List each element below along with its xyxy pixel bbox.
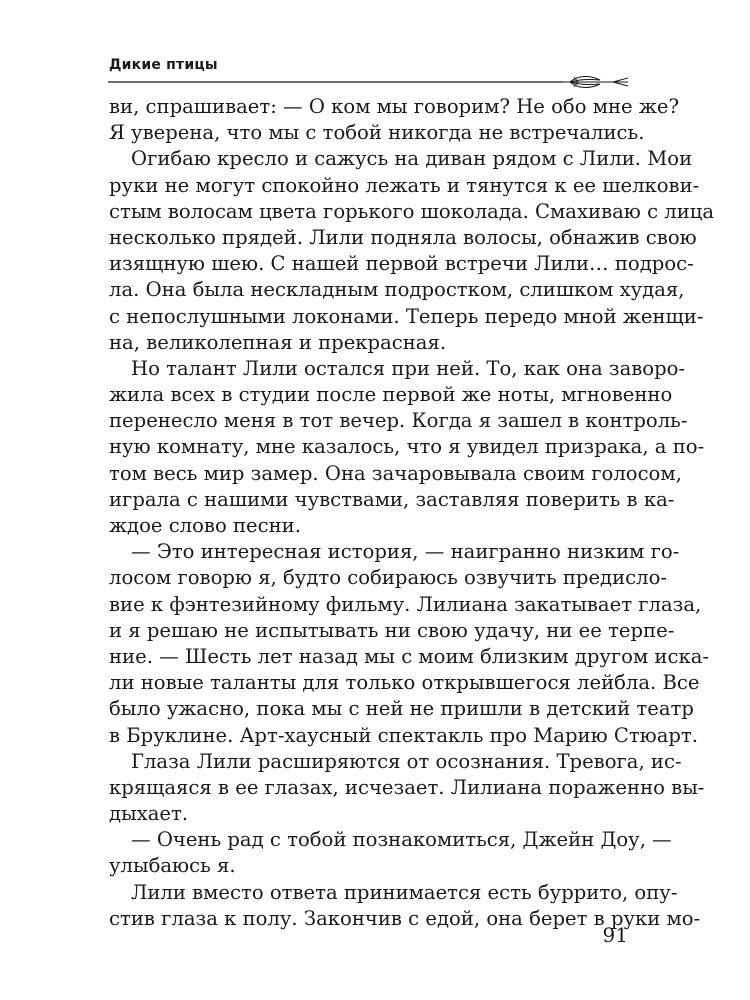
text-line: ви, спрашивает: — О ком мы говорим? Не обо мне же?: [109, 95, 679, 118]
text-line: и я решаю не испытывать ни свою удачу, ни ее терпе-: [109, 618, 675, 642]
text-line: ную комнату, мне казалось, что я увидел призрака, а по-: [109, 435, 705, 459]
text-line: крящаяся в ее глазах, исчезает. Лилиана пораженно вы-: [109, 775, 705, 799]
header-rule: [108, 74, 628, 90]
text-line: Глаза Лили расширяются от осознания. Тревога, ис-: [131, 749, 682, 773]
text-line: Лили вместо ответа принимается есть буррито, опу-: [131, 880, 678, 904]
text-line: Огибаю кресло и сажусь на диван рядом с Лили. Мои: [131, 147, 693, 171]
text-line: стив глаза к полу. Закончив с едой, она берет в руки мо-: [109, 906, 701, 930]
text-line: — Это интересная история, — наигранно низким го-: [131, 540, 680, 564]
text-line: ние. — Шесть лет назад мы с моим близким другом иска-: [109, 644, 710, 668]
text-line: — Очень рад с тобой познакомиться, Джейн Доу, —: [131, 828, 672, 852]
text-line: несколько прядей. Лили подняла волосы, обнажив свою: [109, 225, 697, 249]
text-line: улыбаюсь я.: [109, 854, 236, 878]
text-line: на, великолепная и прекрасная.: [109, 330, 447, 354]
text-line: Но талант Лили остался при ней. То, как она заворо-: [131, 356, 686, 380]
text-line: том весь мир замер. Она зачаровывала своим голосом,: [109, 461, 682, 485]
text-line: вие к фэнтезийному фильму. Лилиана закатывает глаза,: [109, 592, 702, 616]
text-line: руки не могут спокойно лежать и тянутся к ее шелкови-: [109, 173, 700, 197]
text-line: ждое слово песни.: [109, 514, 301, 537]
feather-pen-icon: [563, 76, 628, 87]
page-number: 91: [602, 923, 628, 947]
text-line: перенесло меня в тот вечер. Когда я зашел в контроль-: [109, 409, 688, 433]
running-title: Дикие птицы: [109, 57, 218, 73]
text-line: ли новые таланты для только открывшегося лейбла. Все: [109, 671, 700, 695]
text-line: изящную шею. С нашей первой встречи Лили… подрос-: [109, 252, 694, 276]
text-line: лосом говорю я, будто собираюсь озвучить предисло-: [109, 566, 668, 590]
text-line: играла с нашими чувствами, заставляя поверить в ка-: [109, 487, 675, 511]
text-line: было ужасно, пока мы с ней не пришли в детский театр: [109, 697, 694, 721]
text-line: с непослушными локонами. Теперь передо мной женщи-: [109, 304, 704, 328]
body-text: [109, 94, 715, 932]
text-line: в Бруклине. Арт-хаусный спектакль про Марию Стюарт.: [109, 723, 699, 747]
text-line: Я уверена, что мы с тобой никогда не встречались.: [109, 121, 645, 145]
text-line: ла. Она была нескладным подростком, слишком худая,: [109, 278, 685, 302]
text-line: жила всех в студии после первой же ноты, мгновенно: [109, 383, 673, 407]
text-line: дыхает.: [109, 802, 189, 826]
text-line: стым волосам цвета горького шоколада. Смахиваю с лица: [109, 199, 715, 223]
